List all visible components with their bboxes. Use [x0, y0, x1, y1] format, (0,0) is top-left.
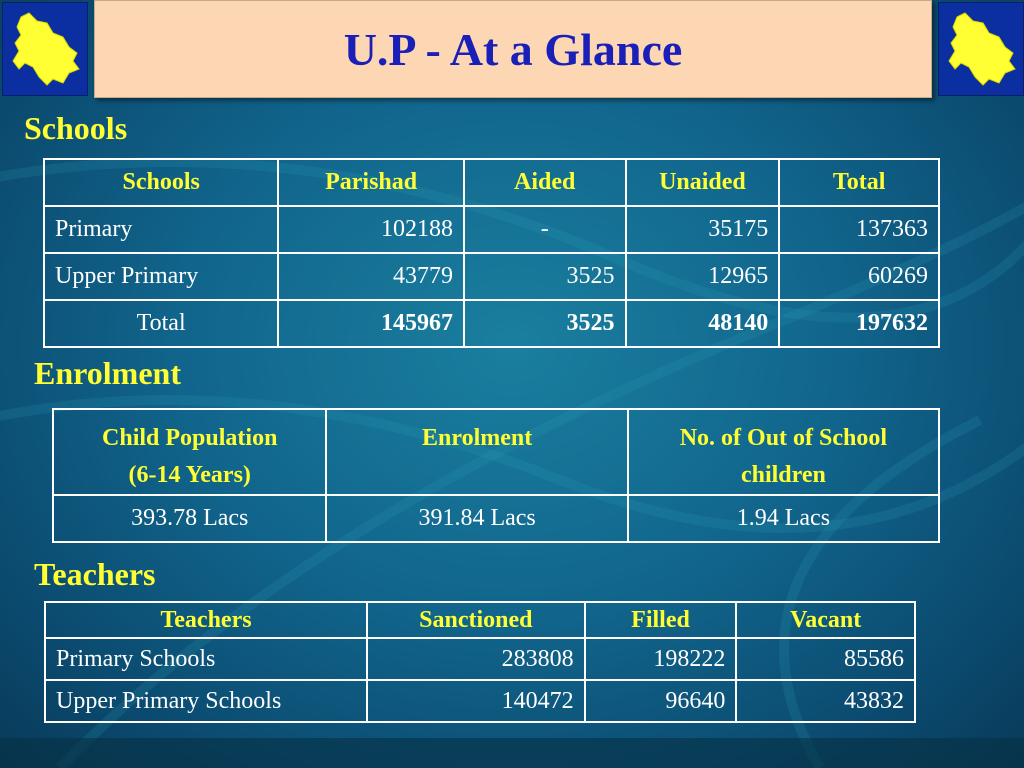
- table-row: [44, 206, 939, 253]
- col-header: Unaided: [626, 159, 780, 206]
- table-header-row: [44, 159, 939, 206]
- table-row: [53, 495, 939, 542]
- table-cell: 393.78 Lacs: [53, 495, 326, 542]
- col-header-line: Child Population (6-14 Years): [102, 425, 278, 488]
- table-cell: 43832: [736, 680, 915, 722]
- table-cell: 43779: [278, 253, 464, 300]
- col-header: Teachers: [45, 602, 367, 638]
- table-cell: 12965: [626, 253, 780, 300]
- table-row: [45, 680, 915, 722]
- col-header: Filled: [585, 602, 737, 638]
- col-header: Total: [779, 159, 939, 206]
- up-map-icon: [3, 3, 87, 95]
- table-cell: 391.84 Lacs: [326, 495, 627, 542]
- enrolment-table: [52, 408, 940, 543]
- table-cell: -: [464, 206, 626, 253]
- table-header-row: [45, 602, 915, 638]
- row-label: Primary Schools: [45, 638, 367, 680]
- row-label: Upper Primary Schools: [45, 680, 367, 722]
- row-label: Total: [44, 300, 278, 347]
- page-title: U.P - At a Glance: [343, 23, 683, 75]
- table-cell: 48140: [626, 300, 780, 347]
- table-cell: 197632: [779, 300, 939, 347]
- table-cell: 102188: [278, 206, 464, 253]
- table-row: [44, 253, 939, 300]
- table-cell: 1.94 Lacs: [628, 495, 939, 542]
- col-header: Aided: [464, 159, 626, 206]
- table-cell: 137363: [779, 206, 939, 253]
- schools-heading: Schools: [24, 110, 128, 146]
- col-header: Sanctioned: [367, 602, 585, 638]
- row-label: Primary: [44, 206, 278, 253]
- up-map-icon: [939, 3, 1023, 95]
- table-cell: 140472: [367, 680, 585, 722]
- table-row: [45, 638, 915, 680]
- table-cell: 145967: [278, 300, 464, 347]
- col-header: Enrolment: [326, 409, 627, 495]
- table-cell: 198222: [585, 638, 737, 680]
- table-cell: 96640: [585, 680, 737, 722]
- col-header: Vacant: [736, 602, 915, 638]
- table-cell: 60269: [779, 253, 939, 300]
- teachers-table: [44, 601, 916, 723]
- table-header-row: [53, 409, 939, 495]
- title-banner: [94, 0, 932, 98]
- logo-left: [2, 2, 88, 96]
- table-total-row: [44, 300, 939, 347]
- col-header-line: No. of Out of School children: [679, 425, 888, 488]
- table-cell: 85586: [736, 638, 915, 680]
- teachers-heading: Teachers: [34, 556, 156, 592]
- col-header: [53, 409, 326, 495]
- table-cell: 283808: [367, 638, 585, 680]
- col-header: Parishad: [278, 159, 464, 206]
- table-cell: 3525: [464, 300, 626, 347]
- row-label: Upper Primary: [44, 253, 278, 300]
- table-cell: 3525: [464, 253, 626, 300]
- col-header: Schools: [44, 159, 278, 206]
- logo-right: [938, 2, 1024, 96]
- schools-table: [43, 158, 940, 348]
- enrolment-heading: Enrolment: [34, 355, 181, 391]
- table-cell: 35175: [626, 206, 780, 253]
- col-header: [628, 409, 939, 495]
